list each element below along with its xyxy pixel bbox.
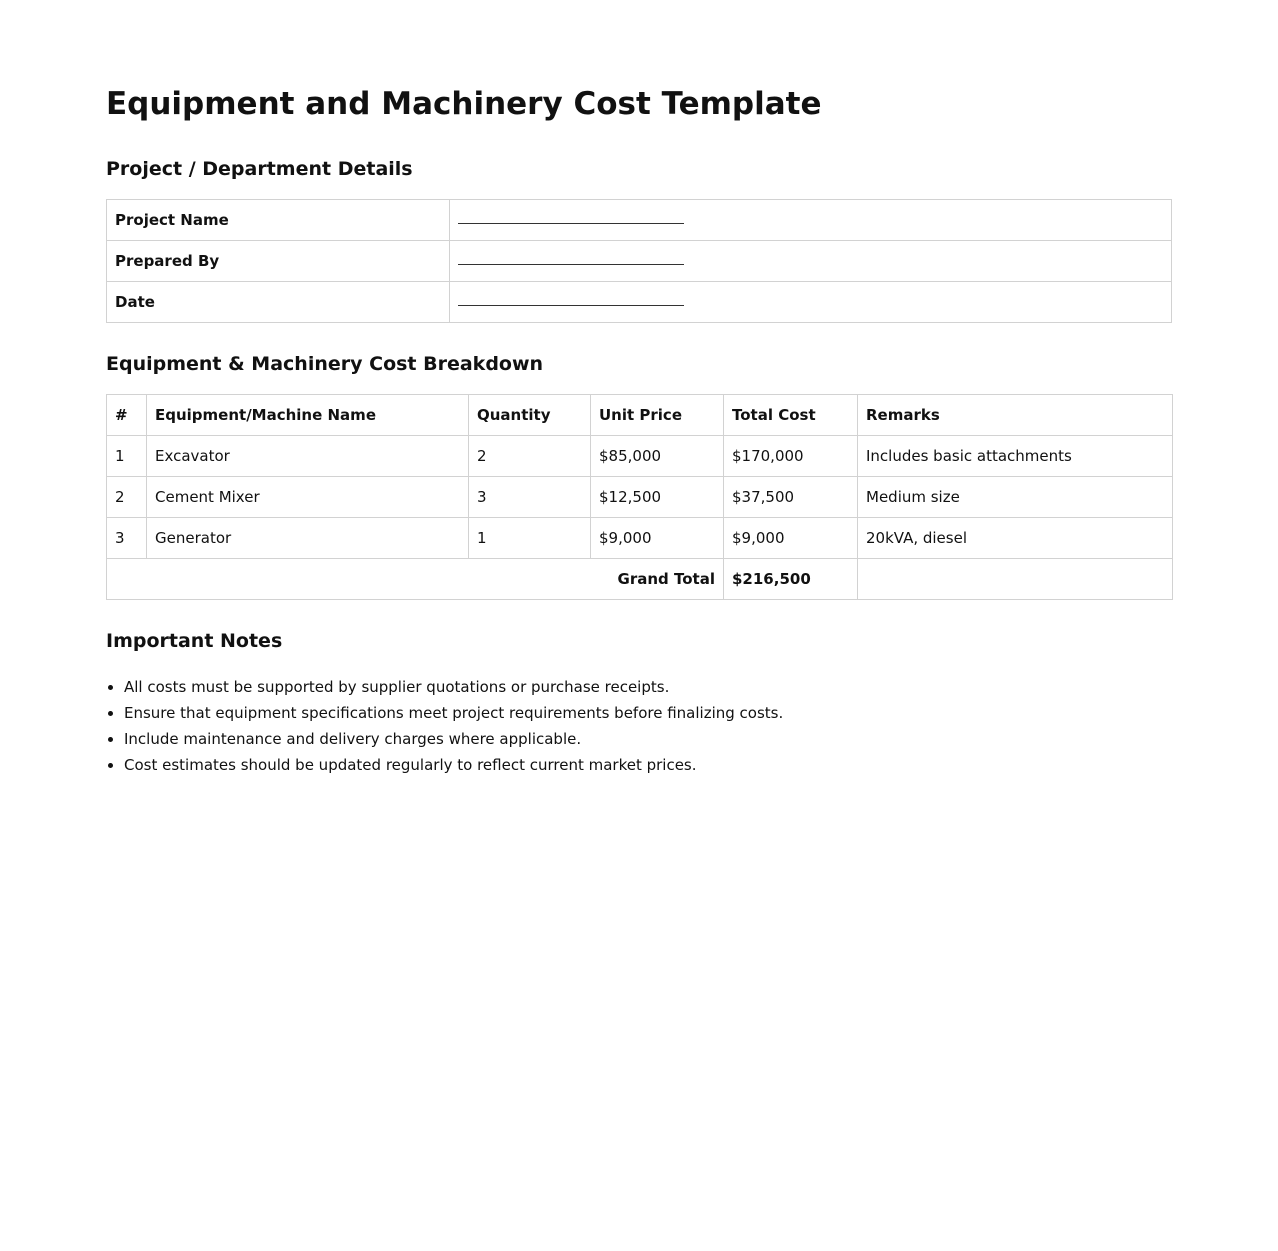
details-label: Project Name [107,200,450,241]
cell-unit-price: $9,000 [591,518,724,559]
column-header-remarks: Remarks [858,395,1173,436]
details-row-date [107,282,1172,323]
details-label: Date [107,282,450,323]
grand-total-label: Grand Total [107,559,724,600]
list-item: • Cost estimates should be updated regularly to reflect current market prices. [124,752,1172,778]
details-value-cell [450,282,1172,323]
list-item: • Include maintenance and delivery charges where applicable. [124,726,1172,752]
notes-heading: Important Notes [106,630,283,652]
details-value-cell [450,241,1172,282]
list-item: • Ensure that equipment specifications meet project requirements before finalizing costs. [124,700,1172,726]
cell-total-cost: $9,000 [724,518,858,559]
table-row [107,477,1173,518]
column-header-quantity: Quantity [469,395,591,436]
cell-remarks: Medium size [858,477,1173,518]
cell-quantity: 3 [469,477,591,518]
notes-list [106,674,1172,778]
details-label: Prepared By [107,241,450,282]
cell-quantity: 2 [469,436,591,477]
table-header-row [107,395,1173,436]
cell-remarks: Includes basic attachments [858,436,1173,477]
grand-total-row [107,559,1173,600]
table-row [107,518,1173,559]
cell-name: Excavator [147,436,469,477]
cell-total-cost: $37,500 [724,477,858,518]
cell-name: Cement Mixer [147,477,469,518]
cell-unit-price: $12,500 [591,477,724,518]
cell-name: Generator [147,518,469,559]
details-value-cell [450,200,1172,241]
grand-total-value: $216,500 [724,559,858,600]
page-title: Equipment and Machinery Cost Template [106,86,822,122]
cell-number: 3 [107,518,147,559]
column-header-unit-price: Unit Price [591,395,724,436]
column-header-name: Equipment/Machine Name [147,395,469,436]
details-row-project-name [107,200,1172,241]
cell-number: 2 [107,477,147,518]
cell-unit-price: $85,000 [591,436,724,477]
column-header-number: # [107,395,147,436]
breakdown-heading: Equipment & Machinery Cost Breakdown [106,353,544,375]
details-heading: Project / Department Details [106,158,413,180]
grand-total-empty-cell [858,559,1173,600]
cost-breakdown-table [106,394,1173,600]
details-table [106,199,1172,323]
cell-quantity: 1 [469,518,591,559]
blank-fill-line [458,250,684,265]
blank-fill-line [458,209,684,224]
details-row-prepared-by [107,241,1172,282]
cell-remarks: 20kVA, diesel [858,518,1173,559]
table-row [107,436,1173,477]
cell-total-cost: $170,000 [724,436,858,477]
cell-number: 1 [107,436,147,477]
column-header-total-cost: Total Cost [724,395,858,436]
list-item: • All costs must be supported by supplier quotations or purchase receipts. [124,674,1172,700]
blank-fill-line [458,291,684,306]
